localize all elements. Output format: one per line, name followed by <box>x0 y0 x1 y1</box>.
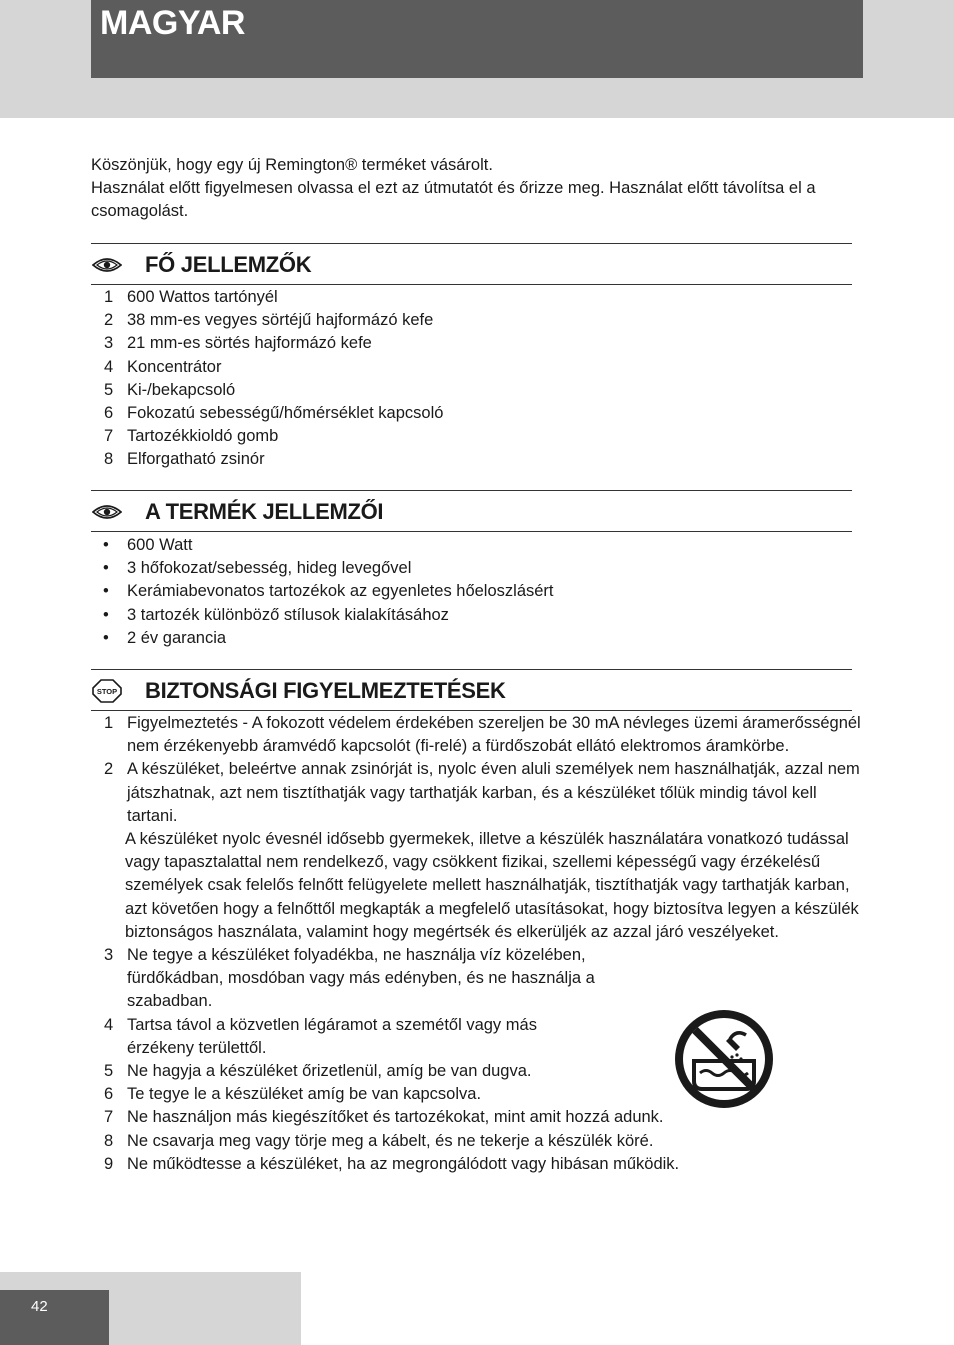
list-item: 5 Ne hagyja a készüléket őrizetlenül, amíg be van dugva. <box>104 1062 532 1081</box>
list-item: 1 600 Wattos tartónyél <box>104 288 278 306</box>
section-header-features <box>91 243 852 285</box>
eye-icon <box>92 502 122 522</box>
section-header-product <box>91 490 852 532</box>
intro-line-1: Köszönjük, hogy egy új Remington® terméket vásárolt. <box>91 156 493 174</box>
list-item: 7 Ne használjon más kiegészítőket és tartozékokat, mint amit hozzá adunk. <box>104 1108 664 1127</box>
list-item: • 3 hőfokozat/sebesség, hideg levegővel <box>103 559 412 578</box>
language-title: MAGYAR <box>100 4 245 42</box>
product-features-list <box>91 534 861 650</box>
section-title-product: A TERMÉK JELLEMZŐI <box>145 499 384 524</box>
list-item: 8 Ne csavarja meg vagy törje meg a kábelt, és ne tekerje a készülék köré. <box>104 1131 654 1150</box>
intro-line-2: Használat előtt figyelmesen olvassa el ezt az útmutatót és őrizze meg. Használat előtt távolítsa el a csomagolást. <box>91 179 816 220</box>
header-band <box>0 0 954 118</box>
page-number: 42 <box>31 1298 48 1315</box>
list-item: A készüléket nyolc évesnél idősebb gyermekek, illetve a készülék használatára vonatkozó tudással vagy tapasztalattal nem rendelkező, vagy csökkent fizikai, szellemi képességű vagy érzékelésű személyek csak felelős felnőtt felügyelete mellett használhatják, tisztíthatják vagy tarthatják karban, azt követően hogy a felnőttől megkapták a megfelelő utasításokat, hogy biztosítva legyen a készülék biztonságos használata, valamint hogy megértsék és elkerüljék az azzal járó veszélyeket. <box>125 830 859 941</box>
list-item: 4 Tartsa távol a közvetlen légáramot a szemétől vagy más érzékeny területtől. <box>104 1015 537 1057</box>
list-item: • 2 év garancia <box>103 628 227 647</box>
list-item: 6 Te tegye le a készüléket amíg be van kapcsolva. <box>104 1085 482 1104</box>
features-list <box>91 286 861 472</box>
language-bar <box>91 0 863 78</box>
list-item: 4 Koncentrátor <box>104 357 222 376</box>
section-title-safety: BIZTONSÁGI FIGYELMEZTETÉSEK <box>145 678 506 703</box>
list-item: 8 Elforgatható zsinór <box>104 450 265 469</box>
list-item: 5 Ki-/bekapcsoló <box>104 380 236 399</box>
list-item: 6 Fokozatú sebességű/hőmérséklet kapcsoló <box>104 404 444 423</box>
list-item: 7 Tartozékkioldó gomb <box>104 427 279 446</box>
list-item: 2 38 mm-es vegyes sörtéjű hajformázó kefe <box>104 311 434 330</box>
list-item: 2 A készüléket, beleértve annak zsinórját is, nyolc éven aluli személyek nem használhatják, azzal nem játszhatnak, azt nem tisztíthatják vagy tarthatják karban, és a készüléket tőlük mindig távol kell tartani. <box>104 760 860 825</box>
stop-icon <box>92 679 122 703</box>
list-item: 3 Ne tegye a készüléket folyadékba, ne használja víz közelében, fürdőkádban, mosdóban vagy más edényben, és ne használja a szabadban. <box>104 946 595 1011</box>
section-title-features: FŐ JELLEMZŐK <box>145 252 312 277</box>
list-item: 3 21 mm-es sörtés hajformázó kefe <box>104 334 372 353</box>
list-item: 1 Figyelmeztetés - A fokozott védelem érdekében szereljen be 30 mA névleges üzemi áramerősségnél nem érzékenyebb áramvédő kapcsolót (fi-relé) a fürdőszobát ellátó elektromos áramkörbe. <box>104 714 861 756</box>
list-item: • 3 tartozék különböző stílusok kialakításához <box>103 605 449 624</box>
stop-icon-label: STOP <box>96 687 118 696</box>
page-number-box <box>0 1290 109 1345</box>
no-water-bath-icon <box>674 1009 774 1109</box>
eye-icon <box>92 255 122 275</box>
list-item: • Kerámiabevonatos tartozékok az egyenletes hőeloszlásért <box>103 582 554 601</box>
list-item: • 600 Watt <box>103 536 193 554</box>
section-header-safety <box>91 669 852 711</box>
list-item: 9 Ne működtesse a készüléket, ha az megrongálódott vagy hibásan működik. <box>104 1154 680 1173</box>
intro-text <box>91 154 831 223</box>
